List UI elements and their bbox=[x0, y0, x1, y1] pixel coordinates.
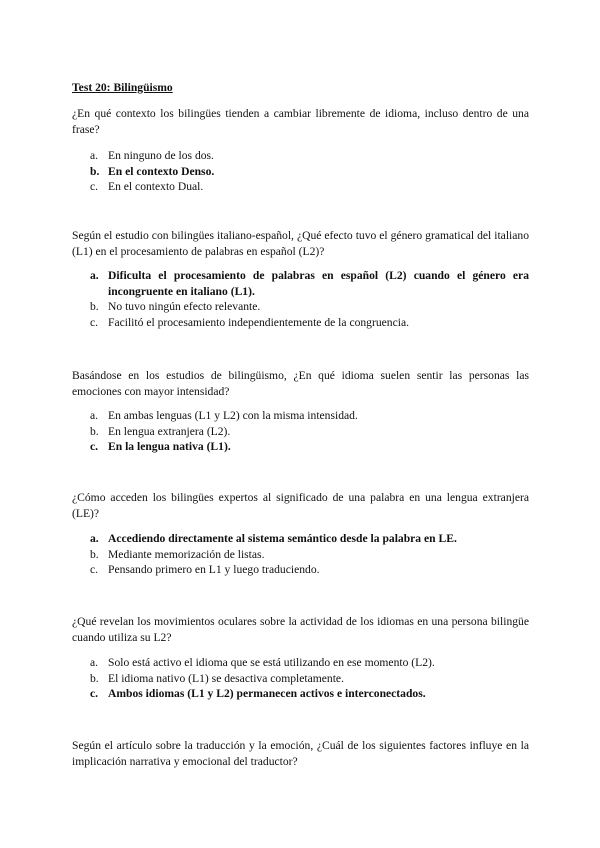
question-3-text: Basándose en los estudios de bilingüismo, ¿En qué idioma suelen sentir las personas las emociones con mayor intensidad? bbox=[72, 369, 529, 398]
option-letter: b. bbox=[90, 547, 99, 561]
option-text: Ambos idiomas (L1 y L2) permanecen activos e interconectados. bbox=[108, 687, 426, 700]
option-letter: b. bbox=[90, 424, 99, 438]
option-text: Mediante memorización de listas. bbox=[108, 547, 265, 561]
question-2-text: Según el estudio con bilingües italiano-español, ¿Qué efecto tuvo el género gramatical del italiano (L1) en el procesamiento de palabras en español (L2)? bbox=[72, 229, 529, 258]
option-letter: c. bbox=[90, 315, 99, 329]
question-1-option-c[interactable] bbox=[72, 179, 529, 195]
option-text: En ambas lenguas (L1 y L2) con la misma intensidad. bbox=[108, 409, 358, 422]
option-text: En lengua extranjera (L2). bbox=[108, 424, 231, 438]
option-text: En el contexto Denso. bbox=[108, 164, 215, 178]
question-1-option-b[interactable] bbox=[72, 164, 529, 180]
question-1-text: ¿En qué contexto los bilingües tienden a cambiar libremente de idioma, incluso dentro de una frase? bbox=[72, 107, 529, 136]
option-letter: c. bbox=[90, 687, 99, 700]
question-3-option-a[interactable] bbox=[72, 408, 529, 424]
question-3-option-c[interactable] bbox=[72, 439, 529, 455]
option-letter: c. bbox=[90, 440, 99, 453]
option-letter: b. bbox=[90, 300, 99, 313]
option-text: Accediendo directamente al sistema semántico desde la palabra en LE. bbox=[108, 532, 457, 545]
question-3-options bbox=[72, 408, 529, 455]
question-2-option-b[interactable] bbox=[72, 299, 529, 315]
option-text: En el contexto Dual. bbox=[108, 180, 204, 193]
page-title: Test 20: Bilingüismo bbox=[72, 81, 173, 94]
option-letter: b. bbox=[90, 164, 100, 178]
option-letter: c. bbox=[90, 180, 99, 193]
option-text: En ninguno de los dos. bbox=[108, 149, 214, 162]
question-3-option-b[interactable] bbox=[72, 424, 529, 440]
option-letter: a. bbox=[90, 409, 99, 422]
option-text: Dificulta el procesamiento de palabras en español (L2) cuando el género era incongruente en italiano (L1). bbox=[108, 269, 529, 298]
question-2-options bbox=[72, 268, 529, 330]
option-letter: a. bbox=[90, 149, 99, 162]
option-text: El idioma nativo (L1) se desactiva completamente. bbox=[108, 671, 344, 685]
question-6-text: Según el artículo sobre la traducción y la emoción, ¿Cuál de los siguientes factores influye en la implicación narrativa y emocional del traductor? bbox=[72, 739, 529, 768]
question-5-option-a[interactable] bbox=[72, 655, 529, 671]
option-letter: c. bbox=[90, 563, 99, 576]
option-text: En la lengua nativa (L1). bbox=[108, 440, 231, 453]
question-4-option-b[interactable] bbox=[72, 547, 529, 563]
option-text: Pensando primero en L1 y luego traduciendo. bbox=[108, 563, 320, 576]
question-4-option-c[interactable] bbox=[72, 562, 529, 578]
question-2-option-a[interactable] bbox=[72, 268, 529, 299]
option-letter: a. bbox=[90, 532, 99, 545]
question-1-options bbox=[72, 148, 529, 195]
question-5-option-c[interactable] bbox=[72, 686, 529, 702]
option-letter: b. bbox=[90, 671, 99, 685]
option-text: Facilitó el procesamiento independientemente de la congruencia. bbox=[108, 315, 409, 329]
question-5-option-b[interactable] bbox=[72, 671, 529, 687]
question-4-options bbox=[72, 531, 529, 578]
option-text: Solo está activo el idioma que se está utilizando en ese momento (L2). bbox=[108, 656, 435, 669]
question-5-options bbox=[72, 655, 529, 702]
option-letter: a. bbox=[90, 656, 99, 669]
option-text: No tuvo ningún efecto relevante. bbox=[108, 300, 261, 313]
question-4-option-a[interactable] bbox=[72, 531, 529, 547]
option-letter: a. bbox=[90, 269, 99, 282]
question-5-text: ¿Qué revelan los movimientos oculares sobre la actividad de los idiomas en una persona bilingüe cuando utiliza su L2? bbox=[72, 615, 529, 644]
question-1-option-a[interactable] bbox=[72, 148, 529, 164]
question-2-option-c[interactable] bbox=[72, 315, 529, 331]
question-4-text: ¿Cómo acceden los bilingües expertos al significado de una palabra en una lengua extranjera (LE)? bbox=[72, 491, 529, 520]
